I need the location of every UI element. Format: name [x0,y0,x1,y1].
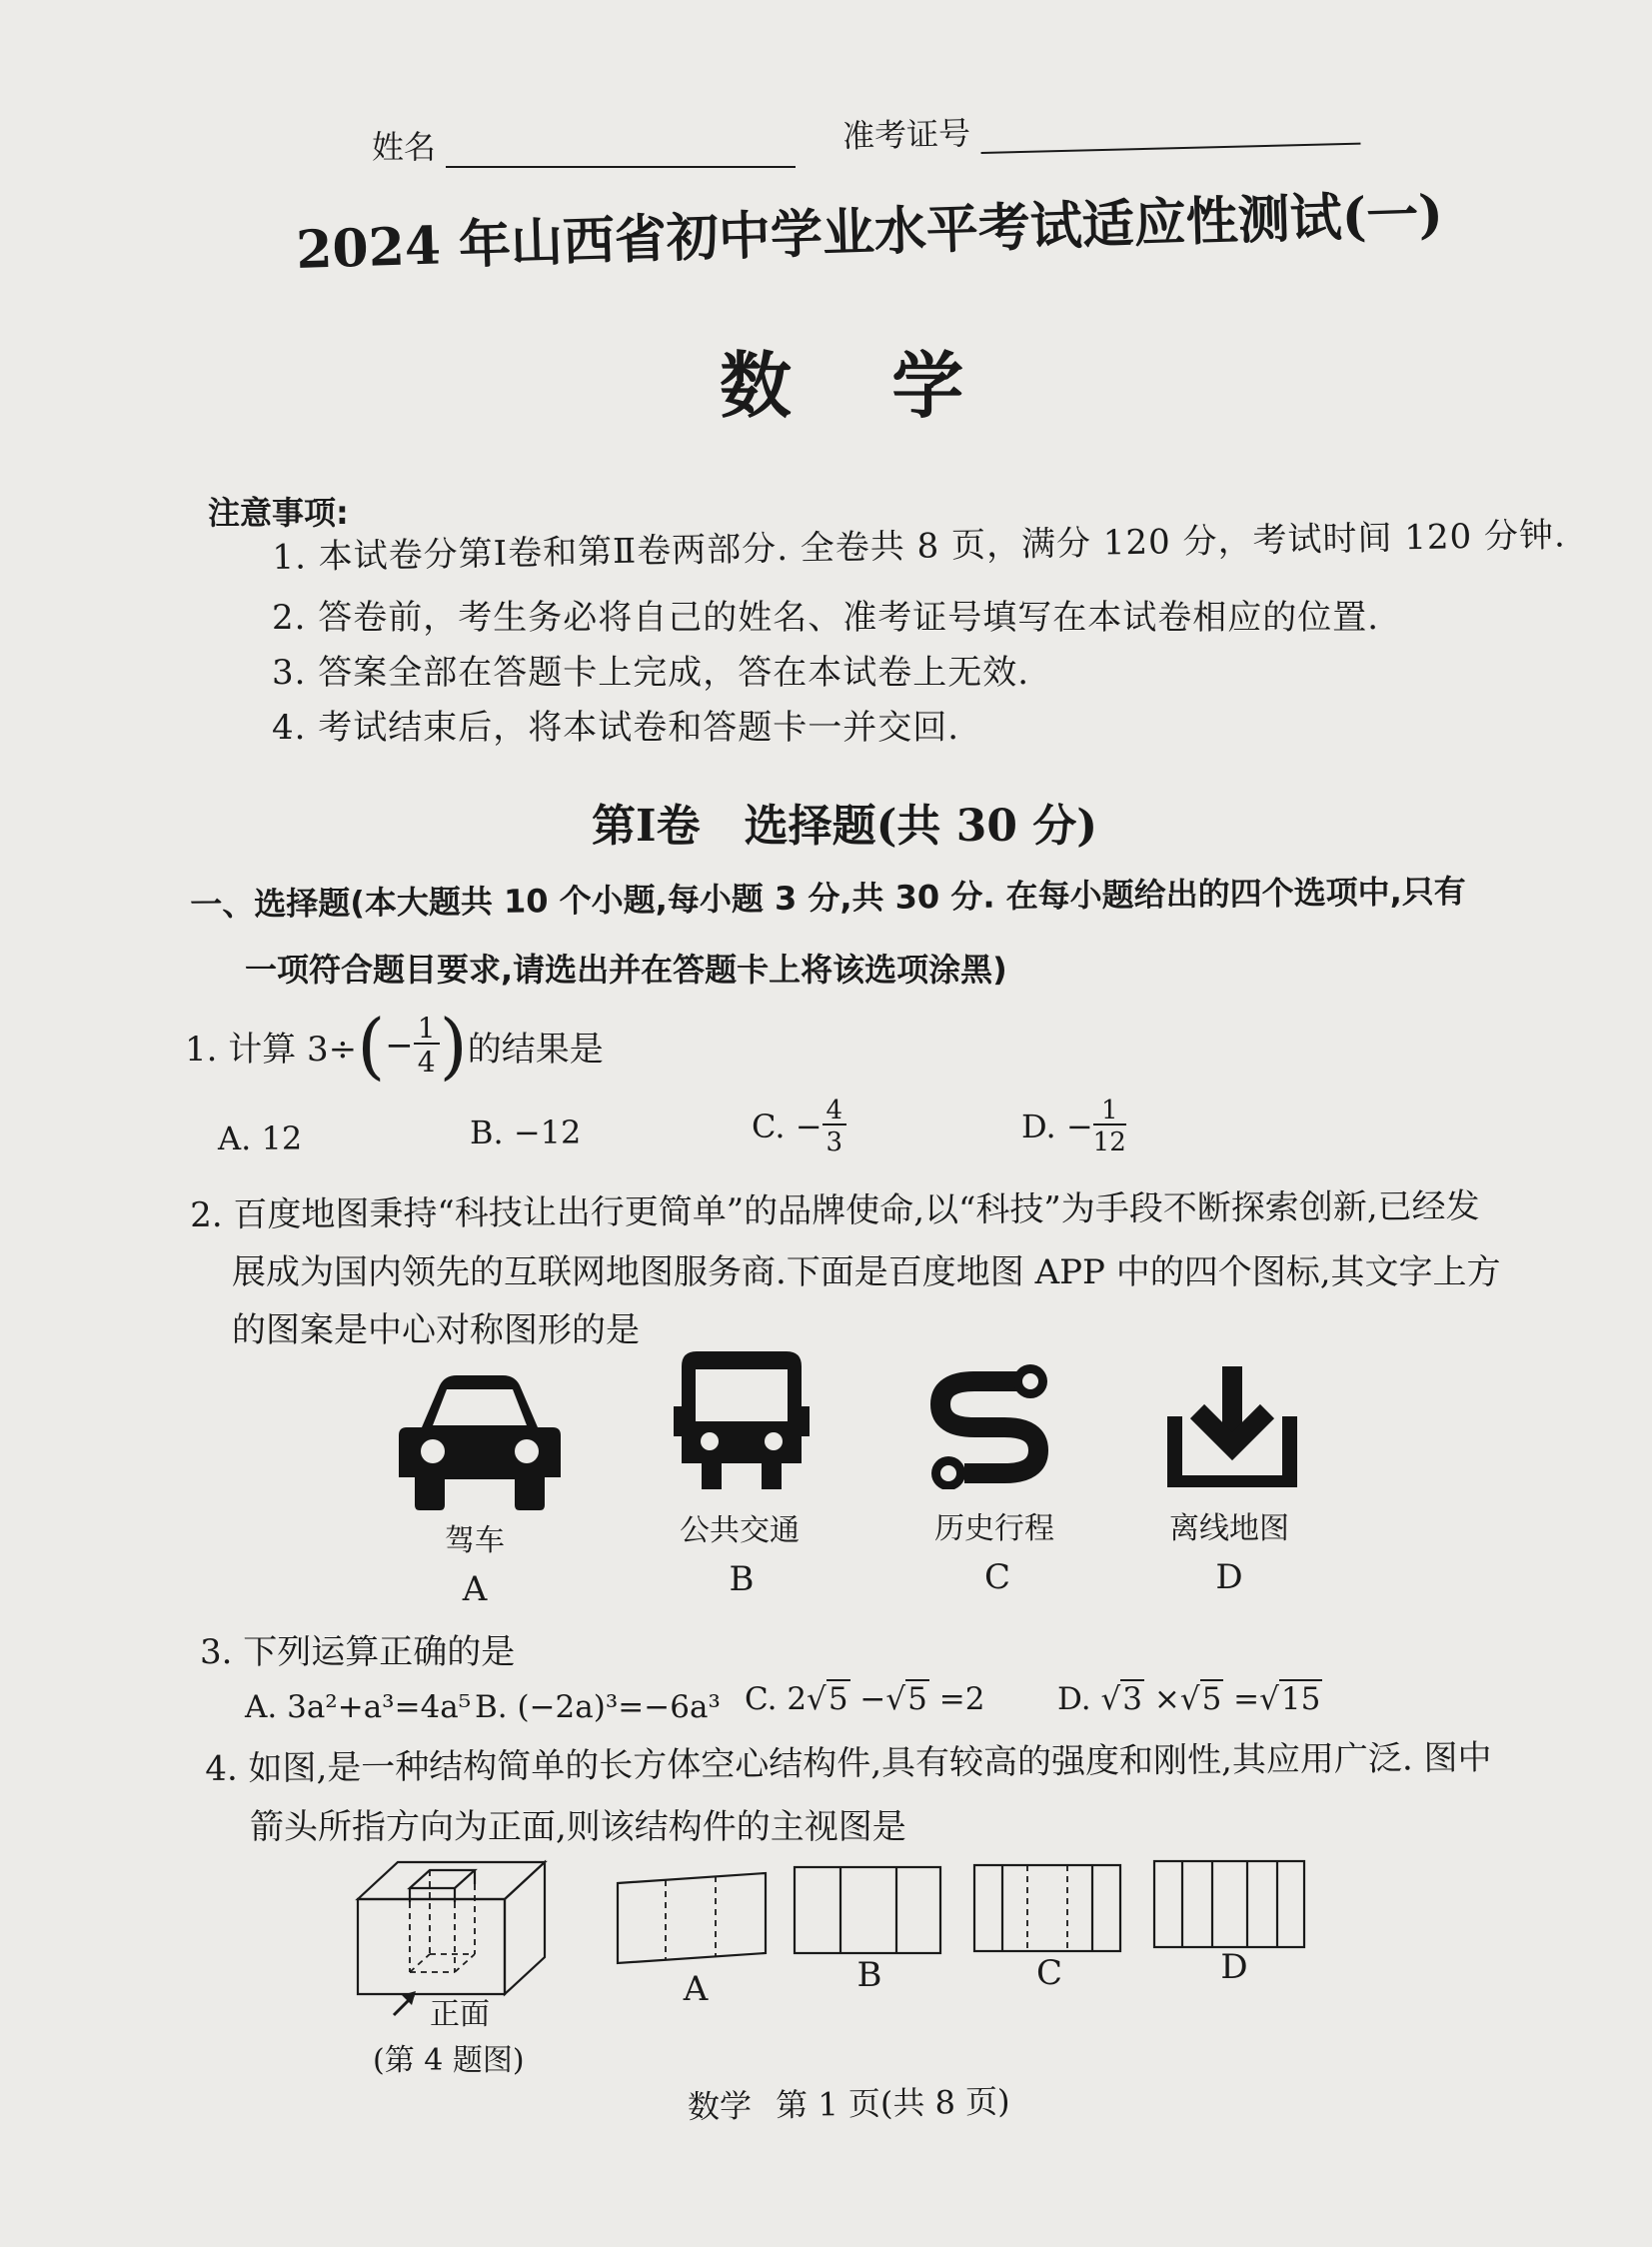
radicand-5: 5 [1201,1681,1222,1717]
q1-numerator: 1 [414,1015,440,1045]
radical-sign: √ [1179,1681,1200,1717]
radicand-3: 3 [1122,1681,1142,1717]
paren-left: ( [357,1004,386,1088]
name-field [372,122,796,168]
paren-right: ) [439,1004,468,1088]
q1-option-d-fraction [1093,1098,1126,1155]
bus-icon [672,1351,812,1491]
q2-stem-line1: 2. 百度地图秉持“科技让出行更简单”的品牌使命,以“科技”为手段不断探索创新,已经发 [190,1185,1480,1235]
section-instruction-cont: 一项符合题目要求,请选出并在答题卡上将该选项涂黑) [245,951,1007,989]
q1-suffix: 的结果是 [467,1029,604,1070]
exam-title: 2024 年山西省初中学业水平考试适应性测试(一) [295,183,1444,281]
q3-option-c-pre: C. 2 [745,1681,808,1717]
figure-caption: (第 4 题图) [373,2043,525,2078]
note-item: 1. 本试卷分第Ⅰ卷和第Ⅱ卷两部分. 全卷共 8 页，满分 120 分，考试时间 120 分钟. [272,515,1567,578]
note-item: 3. 答案全部在答题卡上完成，答在本试卷上无效. [272,653,1030,693]
radical-sign: √ [885,1681,906,1717]
exam-id-field [842,99,1361,158]
q1-option-b: B. −12 [470,1114,582,1151]
q4-stem-line2: 箭头所指方向为正面,则该结构件的主视图是 [250,1807,906,1847]
q3-option-d-pre: D. [1057,1681,1101,1717]
minus-sign: − [385,1026,414,1066]
subject-title: 数 学 [720,344,964,428]
q1-option-d-num: 1 [1093,1098,1126,1125]
q3-option-c-mid: − [849,1681,886,1717]
q3-option-d [1057,1681,1322,1717]
q3-option-c-post: =2 [928,1681,985,1717]
icon-caption-a: 驾车 [445,1523,505,1558]
radicand-15: 15 [1280,1681,1321,1717]
q1-denominator: 4 [417,1046,436,1079]
notes-heading: 注意事项: [208,494,349,532]
icon-letter-c: C [983,1557,1010,1597]
q1-option-c-prefix: C. − [752,1108,823,1145]
q4-option-a-view [616,1869,768,1965]
q2-stem-line3: 的图案是中心对称图形的是 [232,1310,640,1350]
q4-letter-d: D [1220,1947,1248,1987]
icon-caption-c: 历史行程 [934,1511,1054,1546]
exam-id-blank-line [981,143,1361,154]
q4-option-d-view [1152,1859,1308,1951]
q3-option-a: A. 3a²+a³=4a⁵ [245,1689,472,1725]
q1-option-c-den: 3 [826,1127,843,1157]
icon-caption-d: 离线地图 [1169,1511,1289,1546]
radicand-5: 5 [827,1681,848,1717]
footer-page-number: 第 1 页(共 8 页) [775,2082,1010,2125]
q1-option-d [1021,1098,1126,1155]
note-item: 4. 考试结束后，将本试卷和答题卡一并交回. [272,708,960,748]
q1-option-d-prefix: D. − [1021,1108,1093,1145]
download-icon [1167,1361,1297,1487]
front-label: 正面 [430,1997,490,2032]
q4-option-c-view [972,1863,1124,1955]
footer-subject: 数学 [687,2086,753,2126]
q3-option-d-eq: = [1223,1681,1260,1717]
q1-option-a: A. 12 [218,1120,303,1157]
q3-option-d-mid: × [1143,1681,1180,1717]
q1-option-c-fraction [823,1098,847,1155]
q1-option-c [752,1098,846,1155]
name-label: 姓名 [372,128,437,166]
q1-option-c-num: 4 [823,1098,847,1125]
icon-caption-b: 公共交通 [680,1513,800,1548]
radical-sign: √ [1100,1681,1121,1717]
radicand-5: 5 [907,1681,927,1717]
page-footer [688,2076,1010,2128]
front-arrow-icon [388,1987,422,2021]
section-instruction: 一、选择题(本大题共 10 个小题,每小题 3 分,共 30 分. 在每小题给出的四个选项中,只有 [190,872,1466,924]
q1-option-d-den: 12 [1092,1127,1126,1157]
route-icon [924,1359,1054,1489]
q1-stem [185,1004,604,1088]
cuboid-figure [350,1854,550,2004]
section-title: 第Ⅰ卷 选择题(共 30 分) [592,801,1098,852]
icon-letter-b: B [729,1559,755,1599]
q2-stem-line2: 展成为国内领先的互联网地图服务商.下面是百度地图 APP 中的四个图标,其文字上方 [232,1252,1501,1292]
q3-stem: 3. 下列运算正确的是 [200,1632,516,1672]
q4-letter-c: C [1035,1953,1062,1993]
q3-option-b: B. (−2a)³=−6a³ [475,1689,721,1725]
icon-letter-d: D [1215,1557,1243,1597]
radical-sign: √ [807,1681,826,1717]
q3-option-c [745,1681,984,1717]
radical-sign: √ [1259,1681,1279,1717]
car-icon [395,1367,565,1512]
name-blank-line [446,166,796,168]
exam-id-label: 准考证号 [841,114,971,156]
q4-letter-b: B [856,1955,882,1995]
q4-stem-line1: 4. 如图,是一种结构简单的长方体空心结构件,具有较高的强度和刚性,其应用广泛. 图中 [205,1737,1492,1789]
q4-option-b-view [793,1865,944,1957]
q1-fraction [414,1012,440,1079]
q1-prefix: 1. 计算 3÷ [185,1029,358,1070]
q4-letter-a: A [683,1969,709,2009]
note-item: 2. 答卷前，考生务必将自己的姓名、准考证号填写在本试卷相应的位置. [272,598,1380,638]
icon-letter-a: A [462,1569,488,1609]
